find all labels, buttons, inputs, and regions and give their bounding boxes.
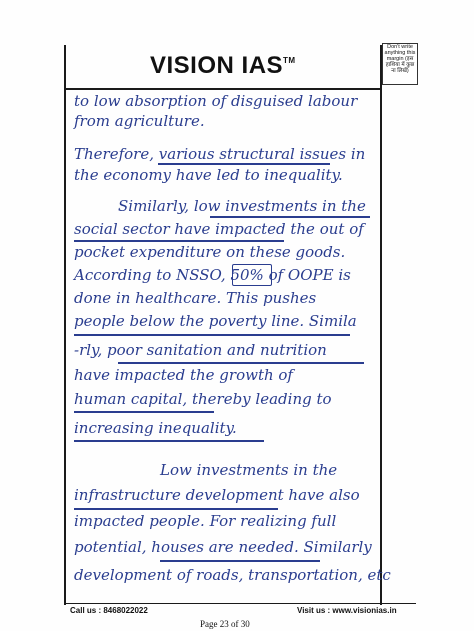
handwritten-line-16: infrastructure development have also <box>74 486 360 504</box>
margin-note: Don't write anything this margin (इस हाशिया में कुछ ना लिखें) <box>384 44 416 74</box>
footer-phone: Call us : 8468022022 <box>70 606 148 615</box>
handwritten-line-6: social sector have impacted the out of <box>74 220 364 238</box>
left-margin-line <box>64 45 66 605</box>
underline-low-investments <box>210 216 370 218</box>
brand-title <box>150 52 296 80</box>
underline-houses-needed <box>160 560 320 562</box>
brand-name: VISION IAS <box>150 52 284 79</box>
handwritten-line-9: done in healthcare. This pushes <box>74 289 317 307</box>
page-number: Page 23 of 30 <box>200 619 250 629</box>
underline-social-sector <box>74 240 284 242</box>
box-50-percent <box>232 264 272 286</box>
footer-divider <box>64 603 416 604</box>
handwritten-line-8: According to NSSO, 50% of OOPE is <box>74 266 351 284</box>
handwritten-line-3: Therefore, various structural issues in <box>74 145 366 163</box>
handwritten-line-11: -rly, poor sanitation and nutrition <box>74 341 327 359</box>
right-margin-line <box>380 45 382 605</box>
handwritten-line-2: from agriculture. <box>74 112 205 130</box>
handwritten-line-7: pocket expenditure on these goods. <box>74 243 346 261</box>
underline-infrastructure <box>74 508 278 510</box>
underline-human-capital <box>74 411 214 413</box>
trademark-mark: TM <box>283 56 296 65</box>
handwritten-line-12: have impacted the growth of <box>74 366 293 384</box>
handwritten-line-14: increasing inequality. <box>74 419 237 437</box>
handwritten-line-13: human capital, thereby leading to <box>74 390 332 408</box>
underline-poverty-line <box>74 334 350 336</box>
handwritten-line-15: Low investments in the <box>160 461 338 479</box>
underline-increasing-inequality <box>74 440 264 442</box>
underline-sanitation <box>118 362 364 364</box>
handwritten-line-17: impacted people. For realizing full <box>74 512 337 530</box>
handwritten-line-18: potential, houses are needed. Similarly <box>74 538 372 556</box>
underline-structural-issues <box>158 163 330 165</box>
handwritten-line-5: Similarly, low investments in the <box>118 197 366 215</box>
handwritten-line-10: people below the poverty line. Simila <box>74 312 357 330</box>
header-divider <box>64 88 382 90</box>
handwritten-line-19: development of roads, transportation, etc <box>74 566 391 584</box>
handwritten-line-4: the economy have led to inequality. <box>74 166 343 184</box>
footer-website: Visit us : www.visionias.in <box>297 606 397 615</box>
handwritten-line-1: to low absorption of disguised labour <box>74 92 358 110</box>
